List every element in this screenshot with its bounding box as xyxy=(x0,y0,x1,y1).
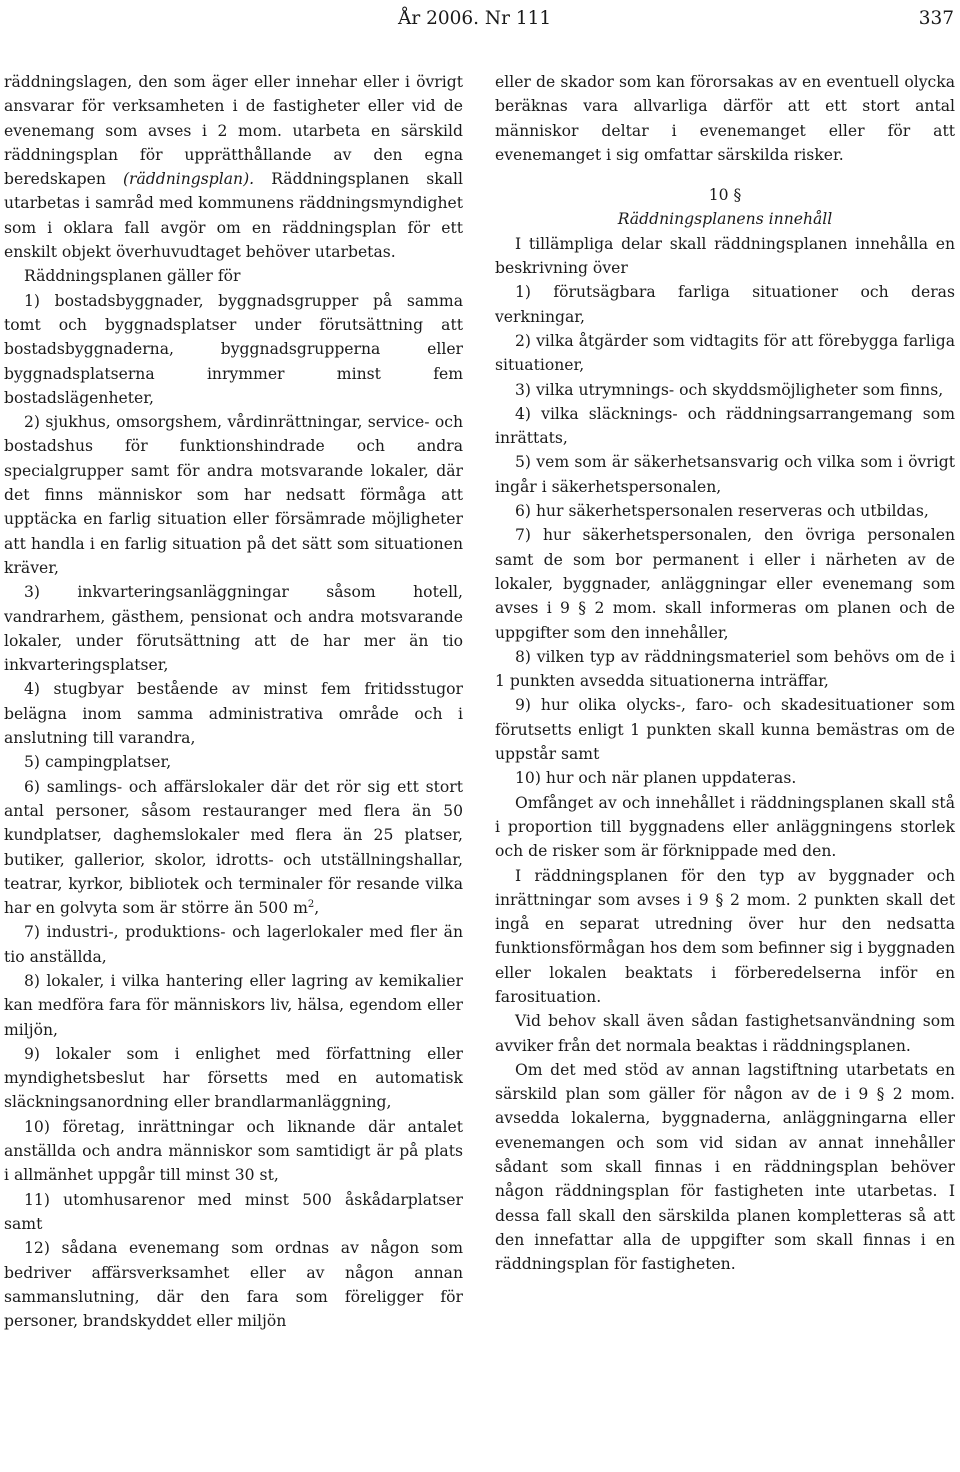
list-item: 10) hur och när planen uppdateras. xyxy=(515,769,797,788)
list-item: 12) sådana evenemang som ordnas av någon som bedriver affärsverksamhet eller av någon annan sammanslutning, där den fara som föreligger för personer, brandskyddet eller miljön xyxy=(4,1239,463,1331)
list-item: 4) stugbyar bestående av minst fem fritidsstugor belägna inom samma administrativa område och i anslutning till varandra, xyxy=(4,680,463,748)
paragraph: I tillämpliga delar skall räddningsplanen innehålla en beskrivning över xyxy=(495,234,955,278)
intro-term: (räddningsplan). xyxy=(122,170,255,189)
list-item: 4) vilka släcknings- och räddningsarrangemang som inrättats, xyxy=(495,404,955,448)
paragraph: Om det med stöd av annan lagstiftning utarbetats en särskild plan som gäller för någon av de i 9 § 2 mom. avsedda lokalerna, byggnaderna, anläggningarna eller evenemangen och som vid sidan av annat innehåller sådant som skall finnas i en räddningsplan behöver någon räddningsplan för fastigheten inte utarbetas. I dessa fall skall den särskilda planen kompletteras så att den innefattar alla de uppgifter som skall finnas i en räddningsplan för fastigheten. xyxy=(495,1060,955,1274)
list-item: 8) vilken typ av räddningsmateriel som behövs om de i 1 punkten avsedda situationerna inträffar, xyxy=(495,647,955,691)
issue-label: År 2006. Nr 111 xyxy=(398,8,552,29)
list-item: 1) bostadsbyggnader, byggnadsgrupper på samma tomt och byggnadsplatser under förutsättning att bostadsbyggnaderna, byggnadsgrupperna eller byggnadsplatserna inrymmer minst fem bostadslägenheter, xyxy=(4,291,463,407)
list-item-tail: , xyxy=(314,899,320,918)
superscript: 2 xyxy=(307,898,315,910)
list-item: 11) utomhusarenor med minst 500 åskådarplatser samt xyxy=(4,1190,463,1233)
intro-text-a: räddningslagen, den som äger eller innehar eller i övrigt ansvarar för verksamheten i de fastigheter eller vid de evenemang som avses i 2 mom. utarbeta en särskild räddningsplan för upprätthållande av den egna beredskapen xyxy=(4,73,463,189)
list-item: 3) inkvarteringsanläggningar såsom hotell, vandrarhem, gästhem, pensionat och andra motsvarande lokaler, under förutsättning att de har mer än tio inkvarteringsplatser, xyxy=(4,583,463,675)
page-number: 337 xyxy=(918,8,954,29)
list-item: 2) sjukhus, omsorgshem, vårdinrättningar, service- och bostadshus för funktionshindrade och andra specialgrupper samt för andra motsvarande lokaler, där det finns människor som har nedsatt förmåga att upptäcka en farlig situation eller försämrade möjligheter att handla i en farlig situation på det sätt som situationen kräver, xyxy=(4,413,463,577)
list-item: 2) vilka åtgärder som vidtagits för att förebygga farliga situationer, xyxy=(495,331,955,375)
intro-text-b: Räddningsplanen skall utarbetas i samråd med kommunens räddningsmyndighet som i oklara fall avgör om en räddningsplan för ett enskilt objekt överhuvudtaget behöver utarbetas. xyxy=(4,170,463,262)
list-item: 10) företag, inrättningar och liknande där antalet anställda och andra människor som samtidigt är på plats i allmänhet uppgår till minst 30 st, xyxy=(4,1117,463,1185)
paragraph: Räddningsplanen gäller för xyxy=(24,267,241,286)
paragraph-continued: eller de skador som kan förorsakas av en eventuell olycka beräknas vara allvarliga därför att ett stort antal människor deltar i evenemanget eller för att evenemanget i sig omfattar särskilda risker. xyxy=(495,73,955,164)
list-item: 5) campingplatser, xyxy=(24,753,172,772)
list-item: 8) lokaler, i vilka hantering eller lagring av kemikalier kan medföra fara för människors liv, hälsa, egendom eller miljön, xyxy=(4,971,463,1039)
section-number: 10 § xyxy=(708,186,742,205)
left-column xyxy=(4,70,463,1333)
list-item-text: 6) samlings- och affärslokaler där det rör sig ett stort antal personer, såsom restauranger med flera än 50 kundplatser, daghemslokaler med flera än 25 platser, butiker, gallerior, skolor, idrotts- och utställningshallar, teatrar, kyrkor, bibliotek och terminaler för resande vilka har en golvyta som är större än 500 m xyxy=(4,777,463,918)
page-header xyxy=(0,6,960,32)
list-item: 1) förutsägbara farliga situationer och deras verkningar, xyxy=(495,283,955,326)
section-title: Räddningsplanens innehåll xyxy=(617,210,833,229)
paragraph: Vid behov skall även sådan fastighetsanvändning som avviker från det normala beaktas i räddningsplanen. xyxy=(495,1012,955,1055)
paragraph: I räddningsplanen för den typ av byggnader och inrättningar som avses i 9 § 2 mom. 2 punkten skall det ingå en separat utredning över hur den nedsatta funktionsförmågan hos dem som befinner sig i byggnaden eller lokalen beaktats i förberedelserna inför en farosituation. xyxy=(495,866,956,1006)
list-item: 7) hur säkerhetspersonalen, den övriga personalen samt de som bor permanent i eller i närheten av de lokaler, byggnader, anläggningar eller evenemang som avses i 9 § 2 mom. skall informeras om planen och de uppgifter som den innehåller, xyxy=(495,526,955,642)
paragraph: Omfånget av och innehållet i räddningsplanen skall stå i proportion till byggnadens eller anläggningens storlek och de risker som är förknippade med den. xyxy=(495,793,955,861)
list-item: 3) vilka utrymnings- och skyddsmöjligheter som finns, xyxy=(515,380,944,399)
list-item: 7) industri-, produktions- och lagerlokaler med fler än tio anställda, xyxy=(4,923,463,966)
list-item: 5) vem som är säkerhetsansvarig och vilka som i övrigt ingår i säkerhetspersonalen, xyxy=(495,453,955,496)
list-item: 9) lokaler som i enlighet med författning eller myndighetsbeslut har försetts med en automatisk släckningsanordning eller brandlarmanläggning, xyxy=(4,1044,463,1112)
right-column xyxy=(495,70,955,1277)
paragraph-intro xyxy=(4,70,463,264)
list-item xyxy=(4,775,463,921)
list-item: 9) hur olika olycks-, faro- och skadesituationer som förutsetts enligt 1 punkten skall kunna bemästras om de uppstår samt xyxy=(495,696,955,764)
list-item: 6) hur säkerhetspersonalen reserveras och utbildas, xyxy=(515,502,929,521)
